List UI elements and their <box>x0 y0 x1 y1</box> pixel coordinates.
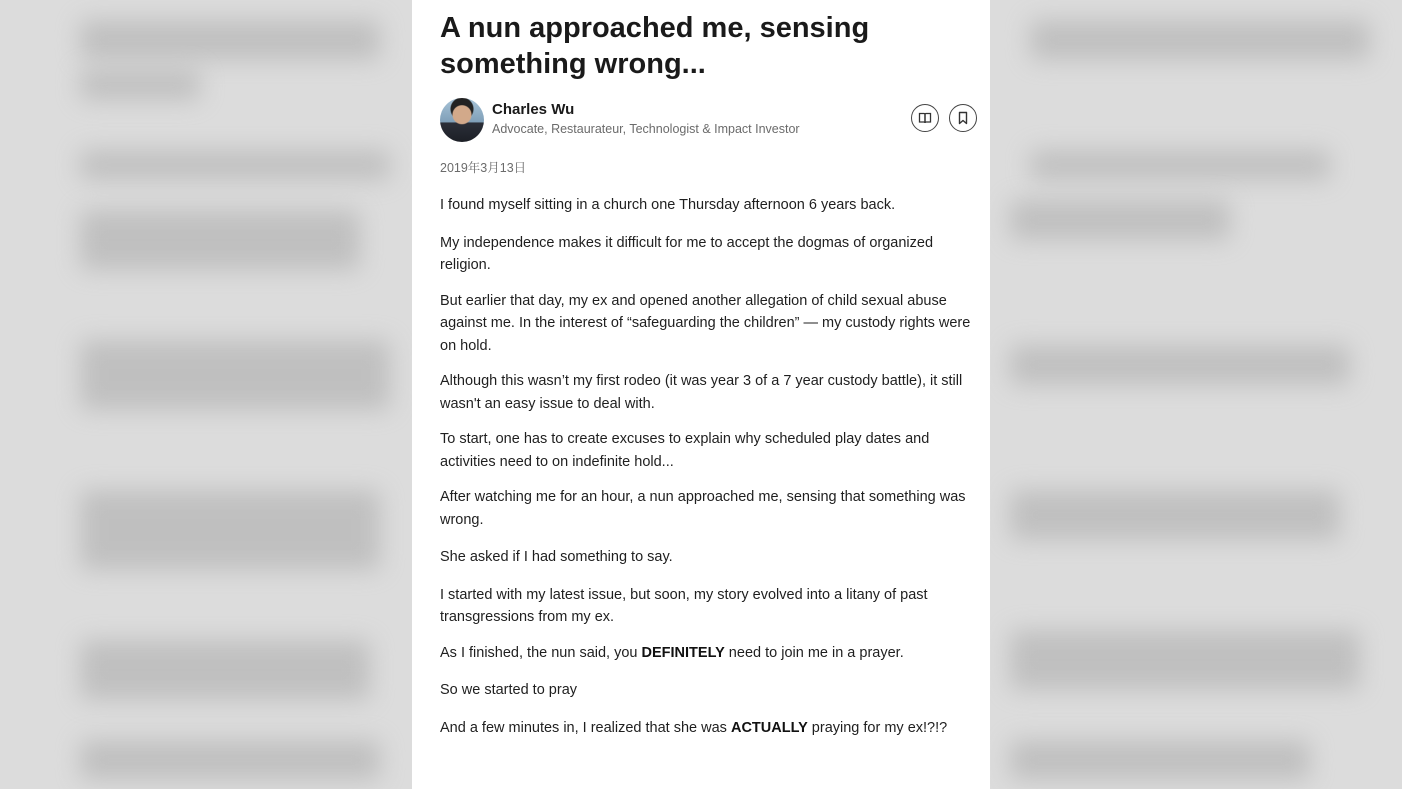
emphasis-text: DEFINITELY <box>641 644 725 661</box>
paragraph-text: As I finished, the nun said, you <box>440 644 642 661</box>
paragraph: I started with my latest issue, but soon, my story evolved into a litany of past transgressions from my ex. <box>440 586 928 625</box>
article-body <box>440 194 976 739</box>
author-row <box>440 98 976 146</box>
paragraph: I found myself sitting in a church one Thursday afternoon 6 years back. <box>440 197 896 213</box>
article-card <box>412 0 990 789</box>
book-icon <box>918 111 932 125</box>
paragraph: But earlier that day, my ex and opened another allegation of child sexual abuse against me. In the interest of “safeguarding the children” — my custody rights were on hold. <box>440 292 971 354</box>
emphasis-text: ACTUALLY <box>730 719 808 736</box>
paragraph: My independence makes it difficult for me to accept the dogmas of organized religion. <box>440 234 934 273</box>
paragraph <box>440 642 985 665</box>
paragraph-text: And a few minutes in, I realized that she was <box>440 719 731 736</box>
author-name[interactable]: Charles Wu <box>492 101 575 118</box>
paragraph: So we started to pray <box>440 682 578 698</box>
bookmark-icon <box>957 111 969 125</box>
paragraph: After watching me for an hour, a nun approached me, sensing that something was wrong. <box>440 489 966 528</box>
paragraph: To start, one has to create excuses to explain why scheduled play dates and activities need to on indefinite hold... <box>440 431 930 470</box>
paragraph-text: need to join me in a prayer. <box>724 644 904 661</box>
author-bio: Advocate, Restaurateur, Technologist & Impact Investor <box>492 122 800 136</box>
paragraph: She asked if I had something to say. <box>440 549 673 565</box>
publish-date: 2019年3月13日 <box>440 161 527 175</box>
bookmark-button[interactable] <box>949 104 977 132</box>
read-mode-button[interactable] <box>911 104 939 132</box>
article-title: A nun approached me, sensing something wrong... <box>440 12 870 80</box>
paragraph <box>440 717 985 740</box>
avatar[interactable] <box>440 98 484 142</box>
paragraph: Although this wasn’t my first rodeo (it was year 3 of a 7 year custody battle), it still wasn't an easy issue to deal with. <box>440 373 963 412</box>
paragraph-text: praying for my ex!?!? <box>807 719 948 736</box>
